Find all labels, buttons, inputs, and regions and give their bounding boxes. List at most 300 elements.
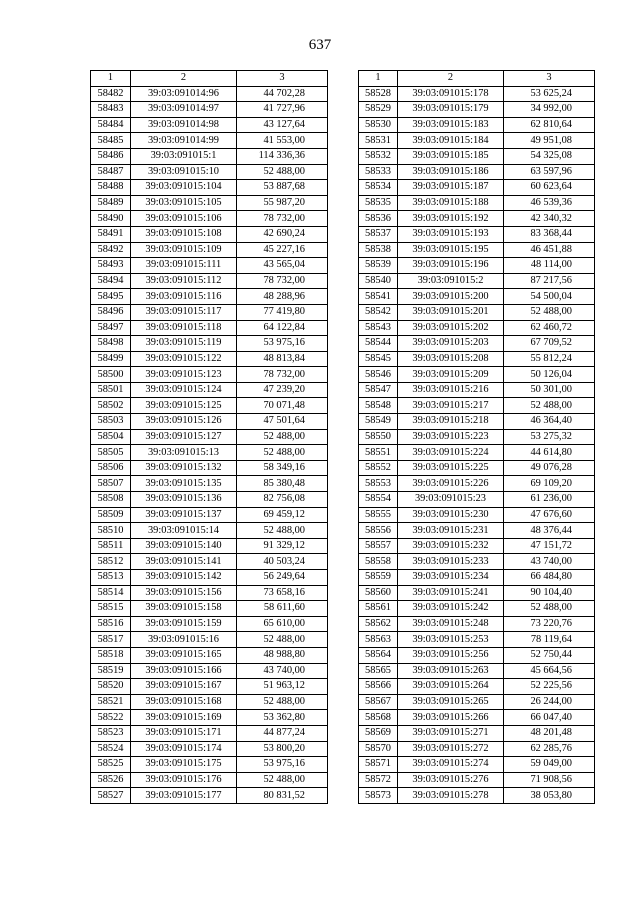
cadastral-value: 53 625,24 xyxy=(504,86,595,102)
cadastral-number: 39:03:091015:16 xyxy=(131,632,237,648)
table-row xyxy=(91,507,328,523)
cadastral-value: 83 368,44 xyxy=(504,226,595,242)
cadastral-number: 39:03:091015:272 xyxy=(398,741,504,757)
cadastral-value: 44 614,80 xyxy=(504,445,595,461)
cadastral-number: 39:03:091015:192 xyxy=(398,211,504,227)
cadastral-number: 39:03:091015:185 xyxy=(398,148,504,164)
row-number: 58519 xyxy=(91,663,131,679)
cadastral-value: 49 076,28 xyxy=(504,460,595,476)
column-header: 1 xyxy=(359,71,398,87)
row-number: 58504 xyxy=(91,429,131,445)
table-row xyxy=(359,523,595,539)
table-row xyxy=(359,86,595,102)
row-number: 58521 xyxy=(91,694,131,710)
row-number: 58565 xyxy=(359,663,398,679)
row-number: 58549 xyxy=(359,414,398,430)
table-row xyxy=(91,632,328,648)
row-number: 58530 xyxy=(359,117,398,133)
cadastral-number: 39:03:091015:109 xyxy=(131,242,237,258)
cadastral-number: 39:03:091015:187 xyxy=(398,180,504,196)
row-number: 58524 xyxy=(91,741,131,757)
registry-table-left xyxy=(90,70,328,804)
row-number: 58494 xyxy=(91,273,131,289)
cadastral-value: 47 151,72 xyxy=(504,538,595,554)
cadastral-value: 41 727,96 xyxy=(237,102,328,118)
cadastral-number: 39:03:091015:156 xyxy=(131,585,237,601)
cadastral-number: 39:03:091015:2 xyxy=(398,273,504,289)
table-row xyxy=(91,694,328,710)
cadastral-number: 39:03:091015:169 xyxy=(131,710,237,726)
table-row xyxy=(359,273,595,289)
table-row xyxy=(91,616,328,632)
cadastral-number: 39:03:091015:117 xyxy=(131,304,237,320)
table-row xyxy=(91,414,328,430)
cadastral-value: 73 220,76 xyxy=(504,616,595,632)
cadastral-number: 39:03:091014:97 xyxy=(131,102,237,118)
table-row xyxy=(91,242,328,258)
table-row xyxy=(359,258,595,274)
row-number: 58517 xyxy=(91,632,131,648)
row-number: 58573 xyxy=(359,788,398,804)
cadastral-number: 39:03:091015:234 xyxy=(398,570,504,586)
cadastral-value: 78 732,00 xyxy=(237,211,328,227)
table-row xyxy=(91,647,328,663)
row-number: 58546 xyxy=(359,367,398,383)
cadastral-value: 43 127,64 xyxy=(237,117,328,133)
cadastral-value: 42 340,32 xyxy=(504,211,595,227)
cadastral-number: 39:03:091015:111 xyxy=(131,258,237,274)
cadastral-value: 52 750,44 xyxy=(504,647,595,663)
table-row xyxy=(359,226,595,242)
cadastral-number: 39:03:091015:104 xyxy=(131,180,237,196)
row-number: 58562 xyxy=(359,616,398,632)
row-number: 58558 xyxy=(359,554,398,570)
cadastral-value: 40 503,24 xyxy=(237,554,328,570)
row-number: 58535 xyxy=(359,195,398,211)
cadastral-value: 41 553,00 xyxy=(237,133,328,149)
row-number: 58572 xyxy=(359,772,398,788)
table-row xyxy=(91,336,328,352)
cadastral-number: 39:03:091015:188 xyxy=(398,195,504,211)
cadastral-value: 46 539,36 xyxy=(504,195,595,211)
table-row xyxy=(359,133,595,149)
cadastral-value: 66 047,40 xyxy=(504,710,595,726)
table-row xyxy=(91,725,328,741)
cadastral-number: 39:03:091015:126 xyxy=(131,414,237,430)
cadastral-value: 50 301,00 xyxy=(504,382,595,398)
row-number: 58503 xyxy=(91,414,131,430)
table-row xyxy=(359,772,595,788)
table-row xyxy=(359,445,595,461)
table-row xyxy=(91,429,328,445)
cadastral-number: 39:03:091015:193 xyxy=(398,226,504,242)
cadastral-number: 39:03:091015:108 xyxy=(131,226,237,242)
cadastral-value: 48 201,48 xyxy=(504,725,595,741)
row-number: 58538 xyxy=(359,242,398,258)
table-row xyxy=(359,304,595,320)
cadastral-value: 50 126,04 xyxy=(504,367,595,383)
cadastral-value: 82 756,08 xyxy=(237,492,328,508)
table-row xyxy=(359,336,595,352)
cadastral-number: 39:03:091015:141 xyxy=(131,554,237,570)
cadastral-number: 39:03:091015:202 xyxy=(398,320,504,336)
cadastral-value: 54 500,04 xyxy=(504,289,595,305)
cadastral-number: 39:03:091015:124 xyxy=(131,382,237,398)
column-header: 1 xyxy=(91,71,131,87)
table-row xyxy=(91,289,328,305)
table-row xyxy=(359,102,595,118)
cadastral-value: 52 488,00 xyxy=(237,429,328,445)
row-number: 58557 xyxy=(359,538,398,554)
cadastral-number: 39:03:091015:116 xyxy=(131,289,237,305)
cadastral-value: 90 104,40 xyxy=(504,585,595,601)
cadastral-value: 78 119,64 xyxy=(504,632,595,648)
cadastral-value: 48 988,80 xyxy=(237,647,328,663)
cadastral-number: 39:03:091015:231 xyxy=(398,523,504,539)
cadastral-value: 60 623,64 xyxy=(504,180,595,196)
row-number: 58547 xyxy=(359,382,398,398)
table-row xyxy=(359,367,595,383)
table-row xyxy=(91,476,328,492)
row-number: 58528 xyxy=(359,86,398,102)
row-number: 58512 xyxy=(91,554,131,570)
row-number: 58510 xyxy=(91,523,131,539)
table-row xyxy=(359,741,595,757)
cadastral-number: 39:03:091015:106 xyxy=(131,211,237,227)
row-number: 58484 xyxy=(91,117,131,133)
cadastral-number: 39:03:091015:232 xyxy=(398,538,504,554)
row-number: 58493 xyxy=(91,258,131,274)
table-row xyxy=(359,289,595,305)
table-row xyxy=(359,663,595,679)
table-row xyxy=(91,601,328,617)
cadastral-number: 39:03:091015:127 xyxy=(131,429,237,445)
table-row xyxy=(359,460,595,476)
cadastral-value: 44 702,28 xyxy=(237,86,328,102)
row-number: 58545 xyxy=(359,351,398,367)
row-number: 58487 xyxy=(91,164,131,180)
cadastral-number: 39:03:091015:118 xyxy=(131,320,237,336)
row-number: 58496 xyxy=(91,304,131,320)
cadastral-value: 78 732,00 xyxy=(237,273,328,289)
column-header: 2 xyxy=(398,71,504,87)
row-number: 58499 xyxy=(91,351,131,367)
row-number: 58554 xyxy=(359,492,398,508)
column-header: 2 xyxy=(131,71,237,87)
cadastral-number: 39:03:091015:248 xyxy=(398,616,504,632)
cadastral-value: 58 349,16 xyxy=(237,460,328,476)
table-row xyxy=(91,211,328,227)
table-header-row xyxy=(359,71,595,87)
cadastral-number: 39:03:091015:233 xyxy=(398,554,504,570)
row-number: 58501 xyxy=(91,382,131,398)
table-row xyxy=(91,351,328,367)
table-row xyxy=(359,616,595,632)
cadastral-number: 39:03:091015:137 xyxy=(131,507,237,523)
cadastral-number: 39:03:091015:14 xyxy=(131,523,237,539)
row-number: 58485 xyxy=(91,133,131,149)
cadastral-value: 65 610,00 xyxy=(237,616,328,632)
cadastral-number: 39:03:091015:176 xyxy=(131,772,237,788)
cadastral-value: 53 975,16 xyxy=(237,757,328,773)
table-row xyxy=(359,164,595,180)
row-number: 58567 xyxy=(359,694,398,710)
cadastral-value: 55 987,20 xyxy=(237,195,328,211)
table-row xyxy=(91,273,328,289)
row-number: 58488 xyxy=(91,180,131,196)
cadastral-value: 69 109,20 xyxy=(504,476,595,492)
table-row xyxy=(359,211,595,227)
cadastral-value: 53 362,80 xyxy=(237,710,328,726)
row-number: 58571 xyxy=(359,757,398,773)
cadastral-value: 53 800,20 xyxy=(237,741,328,757)
table-row xyxy=(91,679,328,695)
table-row xyxy=(359,507,595,523)
cadastral-value: 69 459,12 xyxy=(237,507,328,523)
row-number: 58541 xyxy=(359,289,398,305)
cadastral-value: 47 239,20 xyxy=(237,382,328,398)
cadastral-value: 62 460,72 xyxy=(504,320,595,336)
table-row xyxy=(359,320,595,336)
cadastral-value: 52 488,00 xyxy=(504,601,595,617)
cadastral-value: 85 380,48 xyxy=(237,476,328,492)
cadastral-number: 39:03:091015:256 xyxy=(398,647,504,663)
table-row xyxy=(91,320,328,336)
row-number: 58537 xyxy=(359,226,398,242)
cadastral-value: 48 813,84 xyxy=(237,351,328,367)
column-header: 3 xyxy=(504,71,595,87)
table-row xyxy=(359,476,595,492)
cadastral-number: 39:03:091015:122 xyxy=(131,351,237,367)
row-number: 58482 xyxy=(91,86,131,102)
cadastral-number: 39:03:091015:226 xyxy=(398,476,504,492)
cadastral-number: 39:03:091015:183 xyxy=(398,117,504,133)
row-number: 58563 xyxy=(359,632,398,648)
row-number: 58566 xyxy=(359,679,398,695)
table-row xyxy=(359,492,595,508)
cadastral-number: 39:03:091015:264 xyxy=(398,679,504,695)
row-number: 58518 xyxy=(91,647,131,663)
cadastral-value: 114 336,36 xyxy=(237,148,328,164)
cadastral-number: 39:03:091015:177 xyxy=(131,788,237,804)
row-number: 58514 xyxy=(91,585,131,601)
table-row xyxy=(359,554,595,570)
table-row xyxy=(91,710,328,726)
row-number: 58564 xyxy=(359,647,398,663)
cadastral-value: 46 451,88 xyxy=(504,242,595,258)
cadastral-value: 56 249,64 xyxy=(237,570,328,586)
table-row xyxy=(91,226,328,242)
cadastral-value: 66 484,80 xyxy=(504,570,595,586)
cadastral-value: 91 329,12 xyxy=(237,538,328,554)
cadastral-number: 39:03:091015:132 xyxy=(131,460,237,476)
row-number: 58523 xyxy=(91,725,131,741)
row-number: 58500 xyxy=(91,367,131,383)
cadastral-number: 39:03:091015:178 xyxy=(398,86,504,102)
cadastral-value: 52 488,00 xyxy=(237,523,328,539)
table-row xyxy=(91,585,328,601)
cadastral-number: 39:03:091014:99 xyxy=(131,133,237,149)
row-number: 58522 xyxy=(91,710,131,726)
row-number: 58552 xyxy=(359,460,398,476)
table-row xyxy=(91,492,328,508)
cadastral-value: 52 488,00 xyxy=(237,632,328,648)
cadastral-value: 43 565,04 xyxy=(237,258,328,274)
table-row xyxy=(91,741,328,757)
cadastral-value: 43 740,00 xyxy=(504,554,595,570)
cadastral-number: 39:03:091015:201 xyxy=(398,304,504,320)
table-row xyxy=(91,133,328,149)
cadastral-number: 39:03:091015:136 xyxy=(131,492,237,508)
table-row xyxy=(359,788,595,804)
table-row xyxy=(91,367,328,383)
table-row xyxy=(91,445,328,461)
row-number: 58515 xyxy=(91,601,131,617)
cadastral-number: 39:03:091015:112 xyxy=(131,273,237,289)
table-row xyxy=(359,195,595,211)
table-row xyxy=(359,679,595,695)
cadastral-number: 39:03:091015:168 xyxy=(131,694,237,710)
cadastral-value: 78 732,00 xyxy=(237,367,328,383)
cadastral-number: 39:03:091015:105 xyxy=(131,195,237,211)
cadastral-number: 39:03:091015:175 xyxy=(131,757,237,773)
cadastral-number: 39:03:091015:225 xyxy=(398,460,504,476)
cadastral-value: 53 887,68 xyxy=(237,180,328,196)
cadastral-value: 49 951,08 xyxy=(504,133,595,149)
table-row xyxy=(359,647,595,663)
cadastral-number: 39:03:091015:263 xyxy=(398,663,504,679)
row-number: 58561 xyxy=(359,601,398,617)
row-number: 58502 xyxy=(91,398,131,414)
table-row xyxy=(359,538,595,554)
cadastral-number: 39:03:091015:230 xyxy=(398,507,504,523)
row-number: 58525 xyxy=(91,757,131,773)
cadastral-value: 63 597,96 xyxy=(504,164,595,180)
row-number: 58539 xyxy=(359,258,398,274)
cadastral-number: 39:03:091015:186 xyxy=(398,164,504,180)
cadastral-number: 39:03:091015:265 xyxy=(398,694,504,710)
cadastral-value: 48 376,44 xyxy=(504,523,595,539)
row-number: 58506 xyxy=(91,460,131,476)
cadastral-value: 47 676,60 xyxy=(504,507,595,523)
cadastral-number: 39:03:091015:196 xyxy=(398,258,504,274)
row-number: 58520 xyxy=(91,679,131,695)
cadastral-number: 39:03:091015:1 xyxy=(131,148,237,164)
row-number: 58536 xyxy=(359,211,398,227)
row-number: 58540 xyxy=(359,273,398,289)
cadastral-value: 47 501,64 xyxy=(237,414,328,430)
column-header: 3 xyxy=(237,71,328,87)
row-number: 58508 xyxy=(91,492,131,508)
row-number: 58555 xyxy=(359,507,398,523)
cadastral-value: 52 488,00 xyxy=(237,445,328,461)
row-number: 58544 xyxy=(359,336,398,352)
cadastral-number: 39:03:091015:179 xyxy=(398,102,504,118)
table-row xyxy=(359,757,595,773)
table-row xyxy=(359,351,595,367)
cadastral-value: 71 908,56 xyxy=(504,772,595,788)
cadastral-number: 39:03:091015:241 xyxy=(398,585,504,601)
cadastral-value: 80 831,52 xyxy=(237,788,328,804)
table-row xyxy=(359,382,595,398)
row-number: 58507 xyxy=(91,476,131,492)
cadastral-number: 39:03:091015:119 xyxy=(131,336,237,352)
cadastral-value: 45 664,56 xyxy=(504,663,595,679)
cadastral-value: 52 488,00 xyxy=(237,694,328,710)
cadastral-value: 45 227,16 xyxy=(237,242,328,258)
cadastral-value: 67 709,52 xyxy=(504,336,595,352)
row-number: 58516 xyxy=(91,616,131,632)
row-number: 58526 xyxy=(91,772,131,788)
row-number: 58543 xyxy=(359,320,398,336)
cadastral-number: 39:03:091015:125 xyxy=(131,398,237,414)
table-row xyxy=(91,523,328,539)
row-number: 58511 xyxy=(91,538,131,554)
page-number: 637 xyxy=(308,37,332,53)
table-row xyxy=(91,538,328,554)
row-number: 58495 xyxy=(91,289,131,305)
cadastral-number: 39:03:091015:203 xyxy=(398,336,504,352)
cadastral-number: 39:03:091015:209 xyxy=(398,367,504,383)
table-row xyxy=(359,429,595,445)
cadastral-value: 52 488,00 xyxy=(237,164,328,180)
cadastral-value: 52 225,56 xyxy=(504,679,595,695)
cadastral-value: 55 812,24 xyxy=(504,351,595,367)
cadastral-number: 39:03:091015:135 xyxy=(131,476,237,492)
row-number: 58509 xyxy=(91,507,131,523)
cadastral-value: 70 071,48 xyxy=(237,398,328,414)
table-row xyxy=(359,148,595,164)
cadastral-number: 39:03:091015:13 xyxy=(131,445,237,461)
row-number: 58490 xyxy=(91,211,131,227)
cadastral-number: 39:03:091015:278 xyxy=(398,788,504,804)
cadastral-value: 58 611,60 xyxy=(237,601,328,617)
table-row xyxy=(91,382,328,398)
cadastral-value: 77 419,80 xyxy=(237,304,328,320)
table-row xyxy=(359,725,595,741)
table-row xyxy=(91,258,328,274)
cadastral-value: 48 114,00 xyxy=(504,258,595,274)
cadastral-value: 42 690,24 xyxy=(237,226,328,242)
cadastral-number: 39:03:091015:10 xyxy=(131,164,237,180)
row-number: 58486 xyxy=(91,148,131,164)
cadastral-number: 39:03:091015:159 xyxy=(131,616,237,632)
row-number: 58559 xyxy=(359,570,398,586)
cadastral-number: 39:03:091015:166 xyxy=(131,663,237,679)
cadastral-value: 52 488,00 xyxy=(504,304,595,320)
row-number: 58533 xyxy=(359,164,398,180)
cadastral-number: 39:03:091015:165 xyxy=(131,647,237,663)
table-row xyxy=(359,601,595,617)
cadastral-value: 64 122,84 xyxy=(237,320,328,336)
table-body-right xyxy=(359,86,595,803)
table-row xyxy=(359,570,595,586)
table-row xyxy=(91,460,328,476)
cadastral-value: 43 740,00 xyxy=(237,663,328,679)
cadastral-value: 48 288,96 xyxy=(237,289,328,305)
table-row xyxy=(91,180,328,196)
table-row xyxy=(91,788,328,804)
table-row xyxy=(91,757,328,773)
table-row xyxy=(91,570,328,586)
table-row xyxy=(91,86,328,102)
row-number: 58505 xyxy=(91,445,131,461)
row-number: 58489 xyxy=(91,195,131,211)
cadastral-value: 62 285,76 xyxy=(504,741,595,757)
cadastral-number: 39:03:091015:200 xyxy=(398,289,504,305)
cadastral-number: 39:03:091015:140 xyxy=(131,538,237,554)
cadastral-number: 39:03:091015:242 xyxy=(398,601,504,617)
